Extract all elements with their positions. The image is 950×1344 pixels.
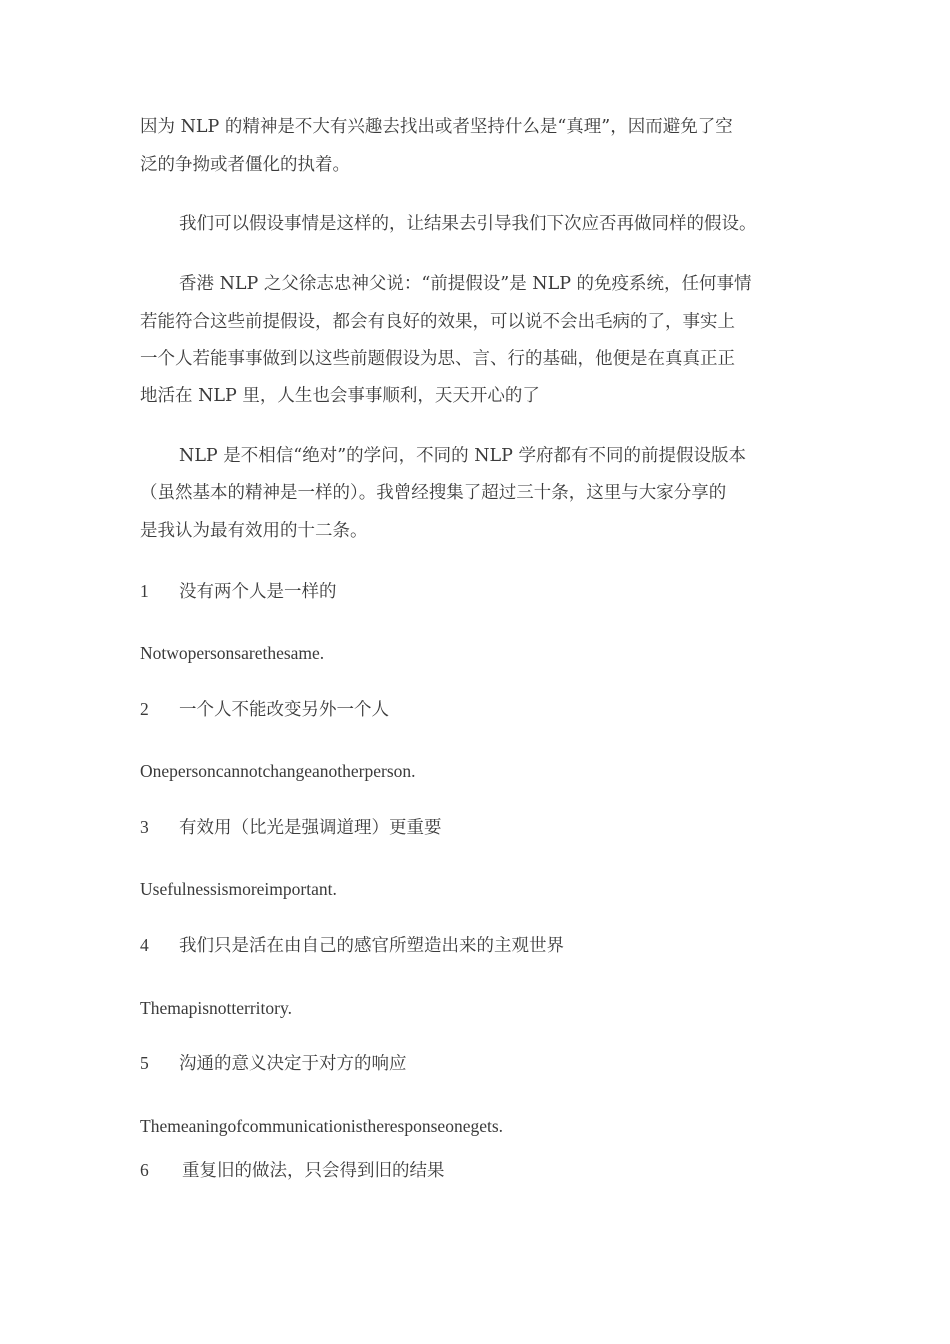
list-item-1-english: Notwopersonsarethesame. — [140, 643, 325, 663]
list-item-number: 1 — [140, 581, 149, 601]
paragraph-1-line-2: 泛的争拗或者僵化的执着。 — [140, 155, 350, 175]
list-item-chinese: 没有两个人是一样的 — [179, 582, 337, 602]
list-item-chinese: 一个人不能改变另外一个人 — [179, 700, 389, 720]
list-item-number: 5 — [140, 1053, 149, 1073]
list-item-number: 2 — [140, 699, 149, 719]
list-item-6 — [140, 1158, 445, 1183]
list-item-chinese: 有效用（比光是强调道理）更重要 — [179, 818, 442, 838]
list-item-5-english: Themeaningofcommunicationistheresponseonegets. — [140, 1116, 504, 1136]
paragraph-3-line-1: 香港 NLP 之父徐志忠神父说：“前提假设”是 NLP 的免疫系统，任何事情 — [179, 274, 752, 294]
paragraph-3-line-2: 若能符合这些前提假设，都会有良好的效果，可以说不会出毛病的了，事实上 — [140, 312, 735, 332]
list-item-5 — [140, 1051, 407, 1076]
list-item-number: 4 — [140, 935, 149, 955]
list-item-4-english: Themapisnotterritory. — [140, 998, 292, 1018]
list-item-3-english: Usefulnessismoreimportant. — [140, 879, 337, 899]
list-item-2-english: Onepersoncannotchangeanotherperson. — [140, 761, 416, 781]
list-item-chinese: 重复旧的做法，只会得到旧的结果 — [182, 1161, 445, 1181]
list-item-chinese: 我们只是活在由自己的感官所塑造出来的主观世界 — [179, 936, 564, 956]
paragraph-4-line-3: 是我认为最有效用的十二条。 — [140, 521, 368, 541]
paragraph-2-line-1: 我们可以假设事情是这样的，让结果去引导我们下次应否再做同样的假设。 — [179, 214, 757, 234]
list-item-1 — [140, 579, 337, 604]
list-item-chinese: 沟通的意义决定于对方的响应 — [179, 1054, 407, 1074]
list-item-2 — [140, 697, 389, 722]
paragraph-3-line-3: 一个人若能事事做到以这些前题假设为思、言、行的基础，他便是在真真正正 — [140, 349, 735, 369]
list-item-number: 3 — [140, 817, 149, 837]
list-item-number: 6 — [140, 1160, 149, 1180]
paragraph-1-line-1: 因为 NLP 的精神是不大有兴趣去找出或者坚持什么是“真理”，因而避免了空 — [140, 117, 733, 137]
paragraph-4-line-1: NLP 是不相信“绝对”的学问，不同的 NLP 学府都有不同的前提假设版本 — [179, 446, 746, 466]
list-item-3 — [140, 815, 442, 840]
paragraph-4-line-2: （虽然基本的精神是一样的）。我曾经搜集了超过三十条，这里与大家分享的 — [140, 483, 727, 503]
paragraph-3-line-4: 地活在 NLP 里，人生也会事事顺利，天天开心的了 — [140, 386, 540, 406]
list-item-4 — [140, 933, 564, 958]
